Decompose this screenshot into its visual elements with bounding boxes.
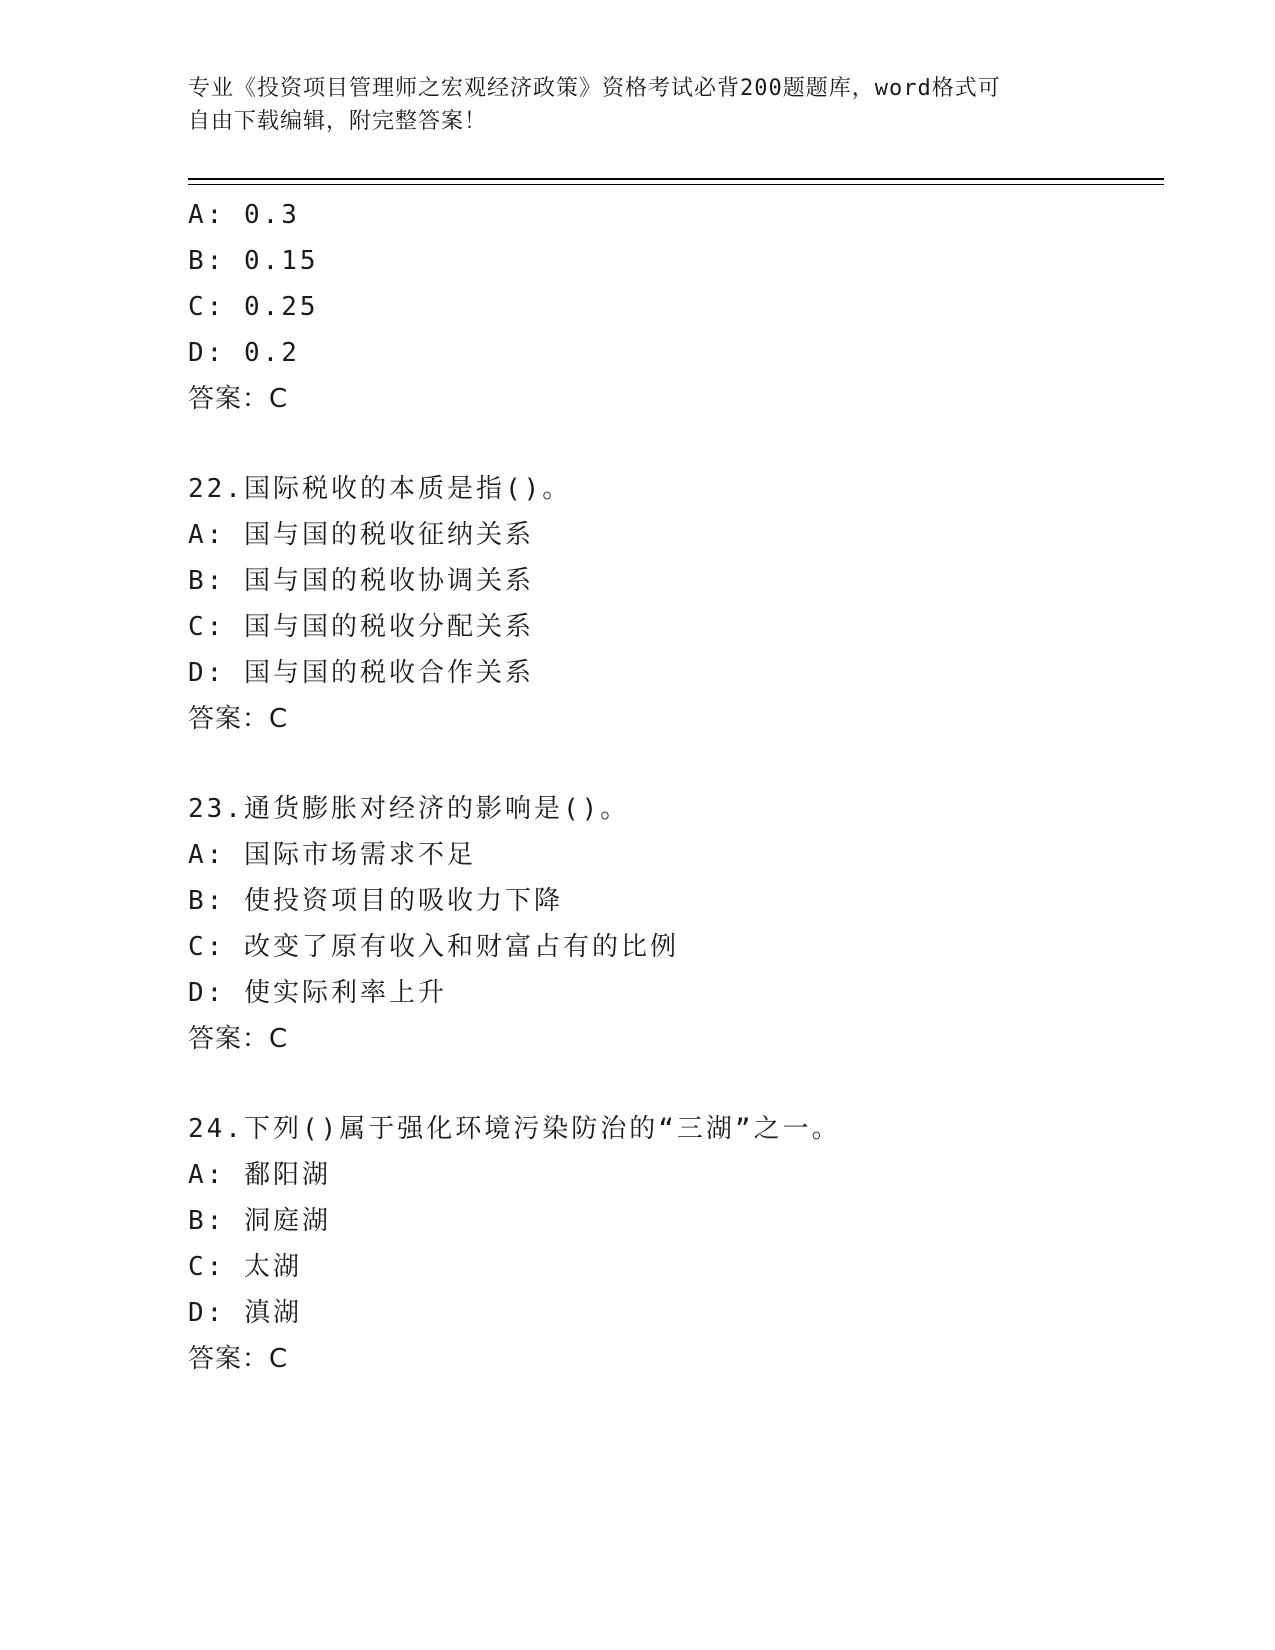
option-a: A: 国与国的税收征纳关系	[188, 520, 534, 550]
answer-line: 答案：C	[188, 704, 289, 734]
option-b: B: 使投资项目的吸收力下降	[188, 886, 563, 916]
option-b: B: 0.15	[188, 246, 319, 276]
option-a: A: 鄱阳湖	[188, 1160, 331, 1190]
option-b: B: 洞庭湖	[188, 1206, 331, 1236]
spacer	[188, 1062, 1164, 1106]
question-block	[188, 786, 1164, 1062]
question-block	[188, 192, 1164, 422]
question-text: 22.国际税收的本质是指()。	[188, 474, 572, 504]
answer-line: 答案：C	[188, 1344, 289, 1374]
option-d: D: 国与国的税收合作关系	[188, 658, 534, 688]
header-rule-thick	[188, 178, 1164, 180]
option-b: B: 国与国的税收协调关系	[188, 566, 534, 596]
option-c: C: 0.25	[188, 292, 319, 322]
header-line-1: 专业《投资项目管理师之宏观经济政策》资格考试必背200题题库，word格式可	[188, 76, 1001, 101]
question-block	[188, 1106, 1164, 1382]
option-a: A: 国际市场需求不足	[188, 840, 476, 870]
question-text: 24.下列()属于强化环境污染防治的“三湖”之一。	[188, 1114, 841, 1144]
option-c: C: 太湖	[188, 1252, 302, 1282]
question-list	[188, 192, 1164, 1382]
question-block	[188, 466, 1164, 742]
answer-line: 答案：C	[188, 1024, 289, 1054]
header-line-2: 自由下载编辑，附完整答案！	[188, 109, 488, 134]
question-text: 23.通货膨胀对经济的影响是()。	[188, 794, 630, 824]
spacer	[188, 742, 1164, 786]
option-c: C: 国与国的税收分配关系	[188, 612, 534, 642]
answer-line: 答案：C	[188, 384, 289, 414]
document-header	[188, 72, 1078, 138]
option-d: D: 滇湖	[188, 1298, 302, 1328]
header-rule-thin	[188, 184, 1164, 185]
option-d: D: 使实际利率上升	[188, 978, 447, 1008]
option-c: C: 改变了原有收入和财富占有的比例	[188, 932, 679, 962]
spacer	[188, 422, 1164, 466]
option-d: D: 0.2	[188, 338, 300, 368]
option-a: A: 0.3	[188, 200, 300, 230]
